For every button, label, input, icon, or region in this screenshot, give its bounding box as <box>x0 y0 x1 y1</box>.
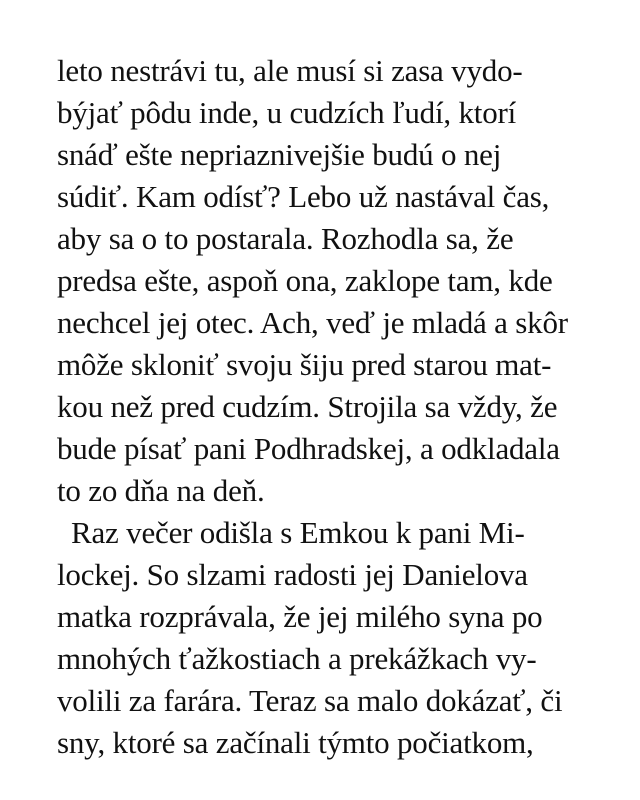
text-line: aby sa o to postarala. Rozhodla sa, že <box>57 221 514 256</box>
text-line: volili za farára. Teraz sa malo dokázať, či <box>57 683 563 718</box>
text-line: súdiť. Kam odísť? Lebo už nastával čas, <box>57 179 550 214</box>
text-line: býjať pôdu inde, u cudzích ľudí, ktorí <box>57 95 517 130</box>
text-line: to zo dňa na deň. <box>57 473 265 508</box>
text-line: snáď ešte nepriaznivejšie budú o nej <box>57 137 502 172</box>
text-line: mnohých ťažkostiach a prekážkach vy- <box>57 641 537 676</box>
text-line: sny, ktoré sa začínali týmto počiatkom, <box>57 725 534 760</box>
text-line: môže skloniť svoju šiju pred starou mat- <box>57 347 552 382</box>
text-line: leto nestrávi tu, ale musí si zasa vydo- <box>57 53 523 88</box>
text-line: matka rozprávala, že jej milého syna po <box>57 599 543 634</box>
body-text <box>57 50 617 764</box>
text-line: bude písať pani Podhradskej, a odkladala <box>57 431 560 466</box>
text-line: kou než pred cudzím. Strojila sa vždy, že <box>57 389 558 424</box>
text-line: predsa ešte, aspoň ona, zaklope tam, kde <box>57 263 553 298</box>
text-line: nechcel jej otec. Ach, veď je mladá a skôr <box>57 305 568 340</box>
text-line: lockej. So slzami radosti jej Danielova <box>57 557 528 592</box>
paragraph-first-line: Raz večer odišla s Emkou k pani Mi- <box>71 515 525 550</box>
